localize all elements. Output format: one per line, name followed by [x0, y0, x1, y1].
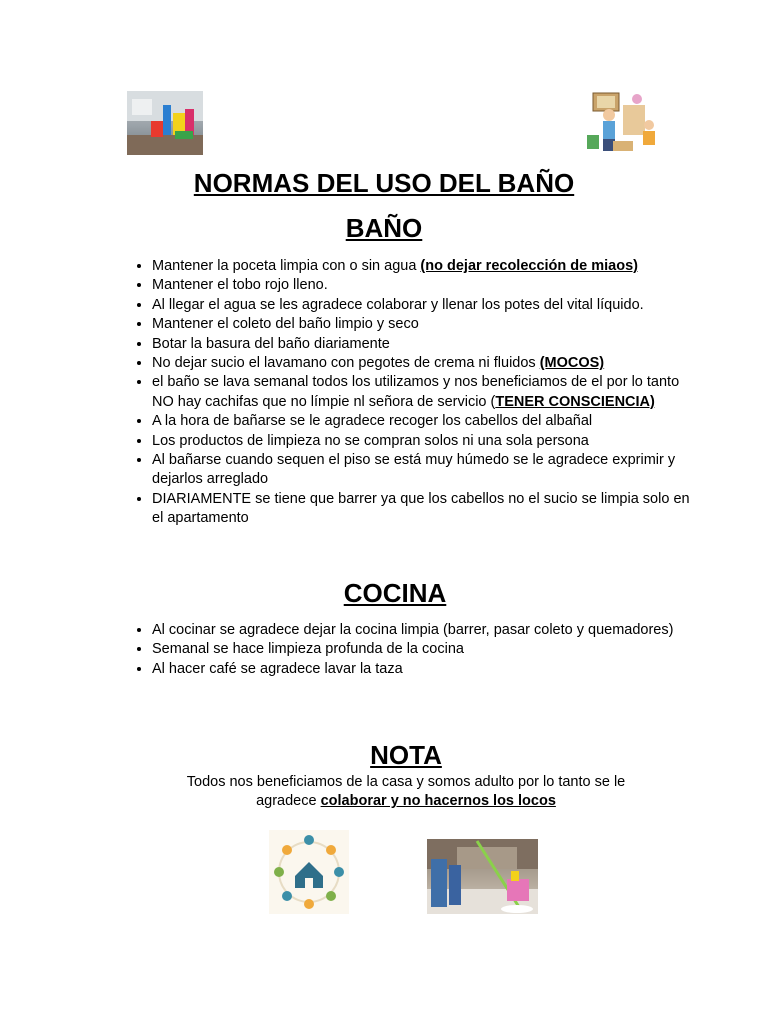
- list-item: • No dejar sucio el lavamano con pegotes de crema ni fluidos (MOCOS): [152, 354, 692, 373]
- mopping-floor-image: [427, 839, 538, 914]
- nota-paragraph: Todos nos beneficiamos de la casa y somos adulto por lo tanto se le agradece colaborar y no hacernos los locos: [186, 774, 626, 810]
- bano-rules-list: [127, 257, 692, 529]
- cleaning-cartoon-image: [585, 91, 660, 155]
- list-item: • Al bañarse cuando sequen el piso se está muy húmedo se le agradece exprimir y dejarlos arreglado: [152, 451, 692, 490]
- list-item: • el baño se lava semanal todos los utilizamos y nos beneficiamos de el por lo tanto NO hay cachifas que no límpie nl señora de servicio (TENER CONSCIENCIA): [152, 373, 692, 412]
- list-item: • Al hacer café se agradece lavar la taza: [152, 660, 692, 679]
- list-item: • Los productos de limpieza no se compran solos ni una sola persona: [152, 432, 692, 451]
- list-item: • DIARIAMENTE se tiene que barrer ya que los cabellos no el sucio se limpia solo en el apartamento: [152, 490, 692, 529]
- list-item: • Mantener el tobo rojo lleno.: [152, 276, 692, 295]
- section-heading-bano: BAÑO: [345, 213, 423, 243]
- house-cleaning-icons-image: [269, 830, 349, 914]
- list-item: • Al llegar el agua se les agradece colaborar y llenar los potes del vital líquido.: [152, 296, 692, 315]
- list-item: • Mantener el coleto del baño limpio y seco: [152, 315, 692, 334]
- cleaning-supplies-image: [127, 91, 203, 155]
- list-item: • Semanal se hace limpieza profunda de la cocina: [152, 640, 692, 659]
- list-item: • Al cocinar se agradece dejar la cocina limpia (barrer, pasar coleto y quemadores): [152, 621, 692, 640]
- section-heading-nota: NOTA: [370, 740, 442, 770]
- cocina-rules-list: [127, 621, 692, 679]
- section-heading-cocina: COCINA: [343, 578, 447, 608]
- list-item: • A la hora de bañarse se le agradece recoger los cabellos del albañal: [152, 412, 692, 431]
- list-item: • Mantener la poceta limpia con o sin agua (no dejar recolección de miaos): [152, 257, 692, 276]
- list-item: • Botar la basura del baño diariamente: [152, 335, 692, 354]
- page-title: NORMAS DEL USO DEL BAÑO: [193, 168, 575, 198]
